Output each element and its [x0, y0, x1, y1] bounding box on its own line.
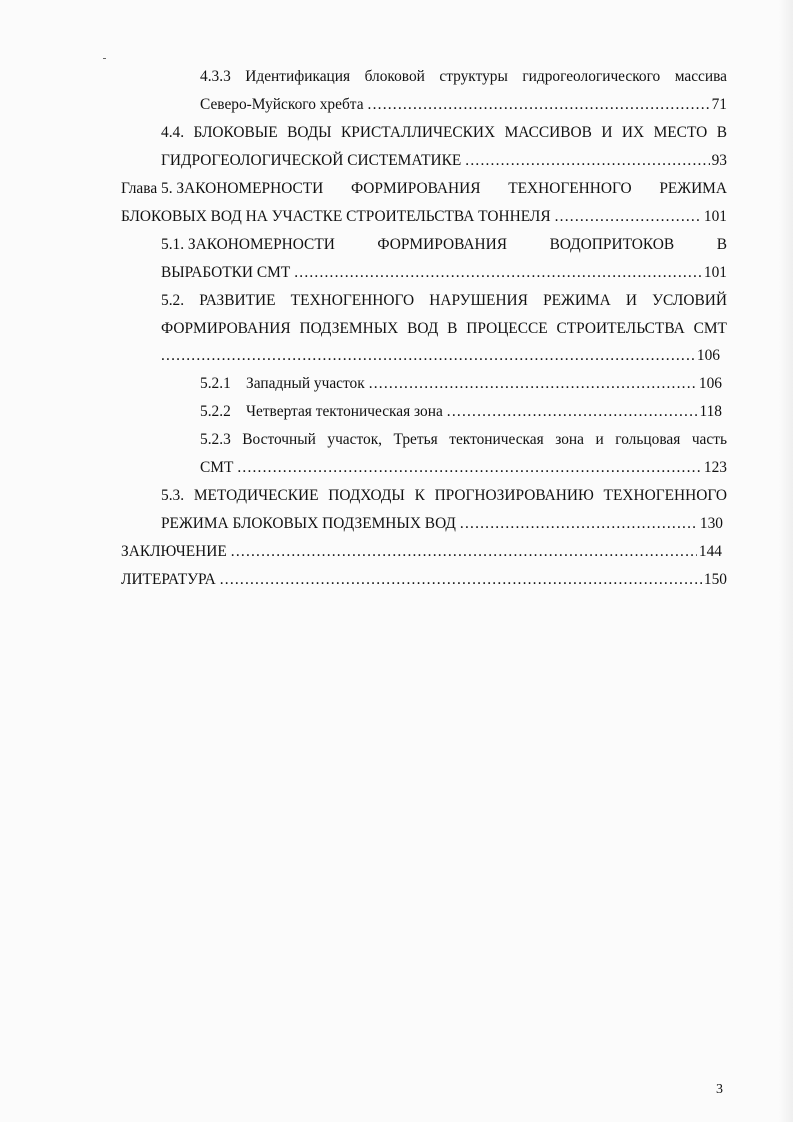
toc-word: участок, [327, 431, 383, 448]
toc-word: ФОРМИРОВАНИЯ [377, 236, 507, 253]
toc-page-number: 106 [696, 347, 720, 364]
toc-entry-title: СМТ [200, 459, 234, 476]
toc-page-number: 123 [703, 459, 727, 476]
toc-word: ВОДОПРИТОКОВ [549, 236, 675, 253]
toc-word: тектоническая [449, 431, 544, 448]
toc-word: СМТ [693, 320, 727, 337]
toc-word: РЕЖИМА [543, 292, 611, 309]
toc-word: КРИСТАЛЛИЧЕСКИХ [341, 124, 496, 141]
toc-word: МЕТОДИЧЕСКИЕ [193, 487, 319, 504]
toc-word: Восточный [242, 431, 316, 448]
toc-entry-4-4-line2[interactable] [161, 151, 727, 171]
toc-word: СТРОИТЕЛЬСТВА [556, 320, 685, 337]
toc-word: РАЗВИТИЕ [199, 292, 276, 309]
toc-word: ПРОГНОЗИРОВАНИЮ [434, 487, 594, 504]
toc-word: гольцовая [615, 431, 681, 448]
toc-word: МАССИВОВ [504, 124, 592, 141]
toc-word: ПОДЗЕМНЫХ [299, 320, 399, 337]
toc-number: 5.2.2 [200, 403, 231, 420]
toc-page-number: 71 [711, 96, 727, 113]
toc-word: Третья [393, 431, 438, 448]
toc-word: И [601, 124, 613, 141]
toc-entry-title: БЛОКОВЫХ ВОД НА УЧАСТКЕ СТРОИТЕЛЬСТВА ТОННЕЛЯ [121, 208, 551, 225]
toc-word: РЕЖИМА [659, 180, 727, 197]
toc-entry-5-2-1[interactable] [200, 374, 722, 394]
scan-speck [103, 58, 106, 59]
toc-entry-title: Северо-Муйского хребта [200, 96, 364, 113]
toc-entry-5-3-line2[interactable] [161, 514, 723, 534]
toc-chapter-5-line2[interactable] [121, 207, 727, 227]
toc-entry-title: РЕЖИМА БЛОКОВЫХ ПОДЗЕМНЫХ ВОД [161, 515, 456, 532]
toc-leader-dots [231, 542, 697, 562]
toc-word: ИХ [621, 124, 645, 141]
toc-word: часть [691, 431, 727, 448]
toc-page-number: 150 [703, 571, 727, 588]
toc-number: 4.4. [161, 124, 185, 141]
toc-word: ТЕХНОГЕННОГО [508, 180, 632, 197]
toc-entry-5-1-line1 [161, 235, 727, 255]
toc-word: В [716, 124, 727, 141]
toc-leader-dots [369, 374, 697, 394]
toc-word: ТЕХНОГЕННОГО [290, 292, 415, 309]
toc-word: И [625, 292, 637, 309]
toc-entry-5-1-line2[interactable] [161, 263, 727, 283]
toc-page-number: 144 [698, 543, 722, 560]
toc-word: гидрогеологического [522, 68, 661, 85]
toc-entry-title: ЛИТЕРАТУРА [121, 571, 216, 588]
toc-word: БЛОКОВЫЕ [193, 124, 278, 141]
toc-leader-dots [294, 263, 702, 283]
toc-number: 5.3. [161, 487, 185, 504]
toc-word: массива [674, 68, 727, 85]
toc-entry-4-3-3-line1 [200, 67, 727, 87]
toc-entry-5-2-2[interactable] [200, 402, 722, 422]
toc-page-number: 93 [711, 152, 727, 169]
page-number: 3 [716, 1082, 723, 1097]
toc-word: Идентификация [245, 68, 351, 85]
toc-leader-dots [460, 514, 698, 534]
toc-word: блоковой [364, 68, 425, 85]
toc-word: ФОРМИРОВАНИЯ [161, 320, 291, 337]
toc-word: К [414, 487, 425, 504]
toc-number: 5.2.1 [200, 375, 231, 392]
toc-leader-dots [161, 346, 695, 366]
toc-entry-title: ВЫРАБОТКИ СМТ [161, 264, 291, 281]
toc-word: ТЕХНОГЕННОГО [603, 487, 727, 504]
toc-leader-dots [555, 207, 702, 227]
toc-entry-5-3-line1 [161, 486, 727, 506]
toc-leader-dots [220, 570, 702, 590]
toc-chapter-heading: Глава 5. ЗАКОНОМЕРНОСТИ [121, 180, 324, 197]
toc-word: УСЛОВИЙ [652, 292, 727, 309]
toc-word: ПРОЦЕССЕ [466, 320, 548, 337]
toc-word: ВОДЫ [287, 124, 332, 141]
toc-page-number: 130 [699, 515, 723, 532]
toc-word: зона [555, 431, 584, 448]
toc-entry-5-2-3-line1 [200, 430, 727, 450]
toc-page-number: 101 [703, 208, 727, 225]
toc-entry-5-2-line3[interactable] [161, 346, 720, 366]
toc-number: 5.2. [161, 292, 185, 309]
toc-entry-title: ГИДРОГЕОЛОГИЧЕСКОЙ СИСТЕМАТИКЕ [161, 152, 462, 169]
toc-number: 4.3.3 [200, 68, 231, 85]
toc-word: ВОД [407, 320, 439, 337]
toc-word: 5.1. ЗАКОНОМЕРНОСТИ [161, 236, 335, 253]
toc-entry-5-2-3-line2[interactable] [200, 458, 727, 478]
toc-page-number: 106 [698, 375, 722, 392]
toc-word: структуры [439, 68, 508, 85]
toc-entry-4-4-line1 [161, 123, 727, 143]
toc-entry-title: Западный участок [246, 375, 365, 392]
toc-chapter-5-line1 [121, 179, 727, 199]
toc-page-number: 101 [703, 264, 727, 281]
toc-entry-title: Четвертая тектоническая зона [246, 403, 443, 420]
toc-entry-4-3-3-line2[interactable] [200, 95, 727, 115]
toc-word: В [716, 236, 727, 253]
toc-leader-dots [237, 458, 702, 478]
toc-number: 5.2.3 [200, 431, 231, 448]
toc-word: МЕСТО [653, 124, 708, 141]
toc-leader-dots [465, 151, 709, 171]
toc-word: НАРУШЕНИЯ [429, 292, 528, 309]
toc-page-number: 118 [699, 403, 722, 420]
toc-entry-5-2-line2 [161, 319, 727, 339]
toc-word: ФОРМИРОВАНИЯ [350, 180, 481, 197]
toc-word: В [447, 320, 458, 337]
scan-edge-shadow [779, 0, 793, 1122]
toc-entry-conclusion[interactable] [121, 542, 722, 562]
toc-entry-literature[interactable] [121, 570, 727, 590]
toc-leader-dots [368, 95, 710, 115]
toc-word: и [595, 431, 604, 448]
toc-entry-5-2-line1 [161, 291, 727, 311]
toc-leader-dots [447, 402, 698, 422]
toc-word: ПОДХОДЫ [328, 487, 405, 504]
toc-entry-title: ЗАКЛЮЧЕНИЕ [121, 543, 227, 560]
